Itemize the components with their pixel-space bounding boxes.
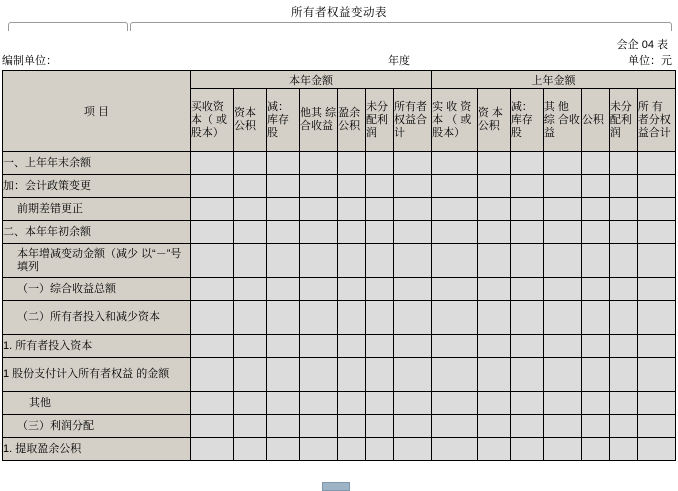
- data-cell[interactable]: [609, 244, 637, 278]
- data-cell[interactable]: [393, 152, 431, 175]
- data-cell[interactable]: [267, 221, 300, 244]
- row-label: [3, 152, 191, 175]
- form-number: 会企 04 表: [616, 39, 668, 51]
- data-cell[interactable]: [393, 438, 431, 461]
- data-cell[interactable]: [267, 175, 300, 198]
- row-label-text: 其他: [29, 396, 51, 409]
- table-row: [3, 335, 676, 358]
- horizontal-scrollbar-thumb[interactable]: [322, 482, 350, 491]
- header-col-prior-7: 所 有 者分权益合计: [637, 89, 675, 152]
- table-row: [3, 152, 676, 175]
- row-label: [3, 244, 191, 278]
- unit-label: 单位：元: [628, 55, 672, 67]
- table-header-group-row: [3, 71, 676, 89]
- header-col-prior-3: 减： 库存股: [510, 89, 543, 152]
- data-cell[interactable]: [234, 415, 267, 438]
- sheet-tab-strip: [0, 22, 678, 32]
- data-cell[interactable]: [190, 392, 233, 415]
- row-label: [3, 415, 191, 438]
- data-cell[interactable]: [581, 221, 609, 244]
- header-col-prior-1: 实 收 资本 （ 或股本）: [432, 89, 478, 152]
- data-cell[interactable]: [338, 415, 366, 438]
- row-label: [3, 278, 191, 301]
- data-cell[interactable]: [393, 278, 431, 301]
- data-cell[interactable]: [267, 358, 300, 392]
- data-cell[interactable]: [581, 392, 609, 415]
- row-label-text: 本年增减变动金额（减少 以“－”号填列: [17, 247, 182, 273]
- header-col-current-4: 他其 综 合收益: [300, 89, 338, 152]
- data-cell[interactable]: [267, 438, 300, 461]
- table-row: [3, 358, 676, 392]
- data-cell[interactable]: [300, 244, 338, 278]
- row-label: [3, 358, 191, 392]
- data-cell[interactable]: [637, 278, 675, 301]
- data-cell[interactable]: [432, 301, 478, 335]
- data-cell[interactable]: [338, 438, 366, 461]
- data-cell[interactable]: [190, 244, 233, 278]
- data-cell[interactable]: [609, 152, 637, 175]
- data-cell[interactable]: [393, 244, 431, 278]
- sheet-tab-right: [130, 22, 672, 31]
- row-label-text: （一）综合收益总额: [17, 282, 116, 295]
- equity-change-table: [2, 70, 676, 461]
- data-cell[interactable]: [432, 152, 478, 175]
- data-cell[interactable]: [300, 221, 338, 244]
- data-cell[interactable]: [393, 198, 431, 221]
- row-label-text: 前期差错更正: [17, 202, 83, 215]
- data-cell[interactable]: [543, 301, 581, 335]
- data-cell[interactable]: [234, 152, 267, 175]
- data-cell[interactable]: [543, 335, 581, 358]
- data-cell[interactable]: [637, 335, 675, 358]
- data-cell[interactable]: [234, 198, 267, 221]
- row-label: [3, 392, 191, 415]
- data-cell[interactable]: [609, 175, 637, 198]
- data-cell[interactable]: [543, 175, 581, 198]
- header-col-prior-2: 资 本公积: [477, 89, 510, 152]
- data-cell[interactable]: [581, 175, 609, 198]
- data-cell[interactable]: [581, 152, 609, 175]
- data-cell[interactable]: [477, 198, 510, 221]
- data-cell[interactable]: [393, 335, 431, 358]
- data-cell[interactable]: [338, 358, 366, 392]
- data-cell[interactable]: [510, 335, 543, 358]
- row-label-text: 1. 所有者投入资本: [3, 339, 93, 352]
- data-cell[interactable]: [393, 221, 431, 244]
- data-cell[interactable]: [609, 392, 637, 415]
- data-cell[interactable]: [543, 438, 581, 461]
- data-cell[interactable]: [393, 415, 431, 438]
- row-label-text: （二）所有者投入和减少资本: [17, 311, 160, 323]
- data-cell[interactable]: [190, 301, 233, 335]
- sheet-tab-left: [8, 22, 128, 31]
- header-col-prior-5: 公积: [581, 89, 609, 152]
- data-cell[interactable]: [637, 415, 675, 438]
- row-label-text: 一、上年年末余额: [3, 156, 91, 169]
- data-cell[interactable]: [543, 415, 581, 438]
- data-cell[interactable]: [190, 221, 233, 244]
- row-label-text: 1. 提取盈余公积: [3, 442, 82, 455]
- data-cell[interactable]: [234, 358, 267, 392]
- data-cell[interactable]: [637, 301, 675, 335]
- data-cell[interactable]: [338, 392, 366, 415]
- data-cell[interactable]: [300, 335, 338, 358]
- data-cell[interactable]: [234, 438, 267, 461]
- data-cell[interactable]: [581, 198, 609, 221]
- data-cell[interactable]: [637, 221, 675, 244]
- prepared-by-label: 编制单位：: [2, 55, 57, 67]
- data-cell[interactable]: [609, 278, 637, 301]
- data-cell[interactable]: [366, 152, 394, 175]
- data-cell[interactable]: [609, 415, 637, 438]
- data-cell[interactable]: [637, 152, 675, 175]
- data-cell[interactable]: [637, 392, 675, 415]
- data-cell[interactable]: [432, 198, 478, 221]
- data-cell[interactable]: [267, 301, 300, 335]
- data-cell[interactable]: [477, 358, 510, 392]
- data-cell[interactable]: [366, 198, 394, 221]
- data-cell[interactable]: [581, 301, 609, 335]
- header-col-current-6: 未分配利润: [366, 89, 394, 152]
- row-label-text: 1 股份支付计入所有者权益 的金额: [3, 368, 170, 380]
- header-col-prior-6: 未分配利润: [609, 89, 637, 152]
- data-cell[interactable]: [300, 152, 338, 175]
- data-cell[interactable]: [300, 438, 338, 461]
- data-cell[interactable]: [543, 392, 581, 415]
- data-cell[interactable]: [581, 278, 609, 301]
- data-cell[interactable]: [300, 278, 338, 301]
- data-cell[interactable]: [510, 278, 543, 301]
- header-col-current-1: 买收资本（ 或 股本）: [190, 89, 233, 152]
- data-cell[interactable]: [366, 392, 394, 415]
- data-cell[interactable]: [432, 221, 478, 244]
- data-cell[interactable]: [267, 244, 300, 278]
- row-label-text: （三）利润分配: [17, 419, 94, 432]
- row-label: [3, 175, 191, 198]
- meta-row: [0, 52, 678, 70]
- table-row: [3, 175, 676, 198]
- row-label: [3, 438, 191, 461]
- data-cell[interactable]: [300, 301, 338, 335]
- data-cell[interactable]: [477, 221, 510, 244]
- data-cell[interactable]: [234, 221, 267, 244]
- data-cell[interactable]: [477, 335, 510, 358]
- data-cell[interactable]: [190, 358, 233, 392]
- data-cell[interactable]: [581, 335, 609, 358]
- data-cell[interactable]: [637, 358, 675, 392]
- data-cell[interactable]: [432, 358, 478, 392]
- data-cell[interactable]: [510, 244, 543, 278]
- data-cell[interactable]: [543, 358, 581, 392]
- data-cell[interactable]: [477, 244, 510, 278]
- data-cell[interactable]: [609, 438, 637, 461]
- table-row: [3, 198, 676, 221]
- data-cell[interactable]: [234, 175, 267, 198]
- data-cell[interactable]: [366, 358, 394, 392]
- header-group-prior: 上年金额: [432, 71, 676, 89]
- data-cell[interactable]: [477, 301, 510, 335]
- data-cell[interactable]: [267, 278, 300, 301]
- data-cell[interactable]: [510, 415, 543, 438]
- row-label: [3, 335, 191, 358]
- data-cell[interactable]: [366, 221, 394, 244]
- header-col-current-3: 减： 库存股: [267, 89, 300, 152]
- data-cell[interactable]: [190, 438, 233, 461]
- data-cell[interactable]: [477, 278, 510, 301]
- row-label-text: 加：会计政策变更: [3, 179, 91, 192]
- data-cell[interactable]: [267, 415, 300, 438]
- data-cell[interactable]: [543, 198, 581, 221]
- row-label: [3, 198, 191, 221]
- data-cell[interactable]: [609, 221, 637, 244]
- table-row: [3, 221, 676, 244]
- table-body: [3, 152, 676, 461]
- data-cell[interactable]: [393, 301, 431, 335]
- table-row: [3, 244, 676, 278]
- header-col-current-5: 盈余公积: [338, 89, 366, 152]
- data-cell[interactable]: [300, 175, 338, 198]
- data-cell[interactable]: [510, 438, 543, 461]
- data-cell[interactable]: [477, 152, 510, 175]
- data-cell[interactable]: [234, 278, 267, 301]
- data-cell[interactable]: [432, 438, 478, 461]
- data-cell[interactable]: [366, 335, 394, 358]
- data-cell[interactable]: [300, 415, 338, 438]
- data-cell[interactable]: [432, 335, 478, 358]
- data-cell[interactable]: [432, 392, 478, 415]
- data-cell[interactable]: [543, 278, 581, 301]
- data-cell[interactable]: [234, 392, 267, 415]
- header-col-prior-4: 其 他 综 合收益: [543, 89, 581, 152]
- data-cell[interactable]: [510, 392, 543, 415]
- data-cell[interactable]: [637, 175, 675, 198]
- data-cell[interactable]: [338, 175, 366, 198]
- data-cell[interactable]: [393, 175, 431, 198]
- data-cell[interactable]: [477, 175, 510, 198]
- table-row: [3, 278, 676, 301]
- data-cell[interactable]: [432, 278, 478, 301]
- data-cell[interactable]: [338, 152, 366, 175]
- data-cell[interactable]: [637, 438, 675, 461]
- data-cell[interactable]: [366, 244, 394, 278]
- data-cell[interactable]: [393, 392, 431, 415]
- table-row: [3, 438, 676, 461]
- data-cell[interactable]: [338, 198, 366, 221]
- data-cell[interactable]: [338, 244, 366, 278]
- period-label: 年度: [388, 55, 410, 67]
- data-cell[interactable]: [338, 221, 366, 244]
- data-cell[interactable]: [300, 392, 338, 415]
- data-cell[interactable]: [338, 301, 366, 335]
- table-row: [3, 301, 676, 335]
- data-cell[interactable]: [432, 244, 478, 278]
- data-cell[interactable]: [581, 438, 609, 461]
- data-cell[interactable]: [267, 198, 300, 221]
- data-cell[interactable]: [190, 175, 233, 198]
- data-cell[interactable]: [190, 335, 233, 358]
- data-cell[interactable]: [477, 438, 510, 461]
- page-title: 所有者权益变动表: [291, 7, 387, 19]
- data-cell[interactable]: [543, 152, 581, 175]
- data-cell[interactable]: [366, 301, 394, 335]
- data-cell[interactable]: [510, 175, 543, 198]
- data-cell[interactable]: [581, 358, 609, 392]
- row-label: [3, 221, 191, 244]
- data-cell[interactable]: [267, 152, 300, 175]
- data-cell[interactable]: [338, 335, 366, 358]
- data-cell[interactable]: [510, 301, 543, 335]
- data-cell[interactable]: [338, 278, 366, 301]
- data-cell[interactable]: [543, 221, 581, 244]
- data-cell[interactable]: [477, 415, 510, 438]
- data-cell[interactable]: [366, 438, 394, 461]
- data-cell[interactable]: [393, 358, 431, 392]
- data-cell[interactable]: [366, 278, 394, 301]
- row-label-text: 二、本年年初余额: [3, 225, 91, 238]
- data-cell[interactable]: [267, 335, 300, 358]
- data-cell[interactable]: [637, 198, 675, 221]
- data-cell[interactable]: [609, 198, 637, 221]
- row-label: [3, 301, 191, 335]
- header-group-current: 本年金额: [190, 71, 431, 89]
- data-cell[interactable]: [581, 415, 609, 438]
- table-row: [3, 392, 676, 415]
- data-cell[interactable]: [543, 244, 581, 278]
- bottom-scroll-area: [0, 483, 678, 491]
- data-cell[interactable]: [190, 278, 233, 301]
- data-cell[interactable]: [477, 392, 510, 415]
- data-cell[interactable]: [637, 244, 675, 278]
- data-cell[interactable]: [609, 358, 637, 392]
- data-cell[interactable]: [234, 301, 267, 335]
- data-cell[interactable]: [510, 198, 543, 221]
- data-cell[interactable]: [510, 358, 543, 392]
- header-item-col: 项 目: [3, 71, 191, 152]
- data-cell[interactable]: [510, 221, 543, 244]
- data-cell[interactable]: [510, 152, 543, 175]
- header-col-current-2: 资本公积: [234, 89, 267, 152]
- data-cell[interactable]: [432, 175, 478, 198]
- data-cell[interactable]: [190, 198, 233, 221]
- data-cell[interactable]: [267, 392, 300, 415]
- data-cell[interactable]: [300, 198, 338, 221]
- data-cell[interactable]: [366, 175, 394, 198]
- data-cell[interactable]: [190, 415, 233, 438]
- data-cell[interactable]: [432, 415, 478, 438]
- header-col-current-7: 所有者权益合计: [393, 89, 431, 152]
- data-cell[interactable]: [581, 244, 609, 278]
- data-cell[interactable]: [190, 152, 233, 175]
- data-cell[interactable]: [609, 301, 637, 335]
- data-cell[interactable]: [609, 335, 637, 358]
- data-cell[interactable]: [234, 335, 267, 358]
- data-cell[interactable]: [234, 244, 267, 278]
- data-cell[interactable]: [366, 415, 394, 438]
- data-cell[interactable]: [300, 358, 338, 392]
- table-row: [3, 415, 676, 438]
